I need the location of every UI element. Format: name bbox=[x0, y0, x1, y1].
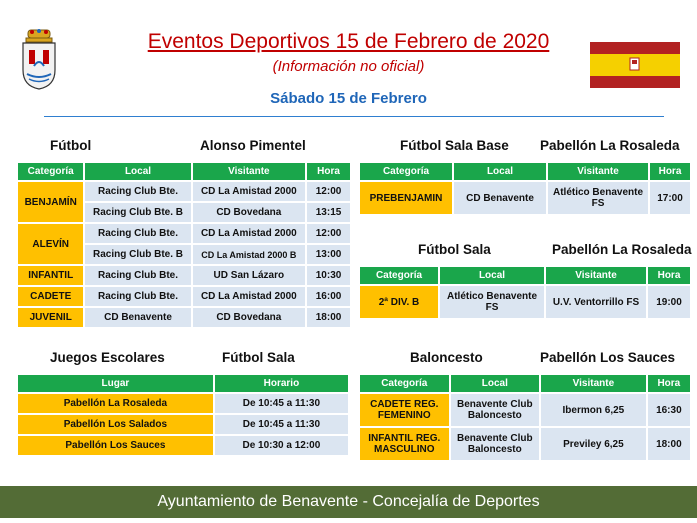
table-row bbox=[360, 394, 690, 426]
footer-banner: Ayuntamiento de Benavente - Concejalía de Deportes bbox=[0, 486, 697, 518]
category-cell: INFANTIL REG. MASCULINO bbox=[360, 428, 449, 460]
table-row bbox=[18, 308, 350, 327]
place-cell: Pabellón Los Salados bbox=[18, 415, 213, 434]
time-cell: 18:00 bbox=[307, 308, 350, 327]
category-cell: INFANTIL bbox=[18, 266, 83, 285]
time-cell: 19:00 bbox=[648, 286, 690, 318]
time-cell: 17:00 bbox=[650, 182, 690, 214]
table-row bbox=[18, 415, 348, 434]
baloncesto-sport-label: Baloncesto bbox=[410, 350, 483, 365]
futbol-venue-label: Alonso Pimentel bbox=[200, 138, 306, 153]
visitor-cell: CD La Amistad 2000 bbox=[193, 182, 305, 201]
time-cell: 16:00 bbox=[307, 287, 350, 306]
column-header: Visitante bbox=[193, 163, 305, 180]
column-header: Hora bbox=[307, 163, 350, 180]
column-header: Categoría bbox=[18, 163, 83, 180]
column-header: Hora bbox=[650, 163, 690, 180]
category-cell: ALEVÍN bbox=[18, 224, 83, 264]
time-cell: 10:30 bbox=[307, 266, 350, 285]
event-date: Sábado 15 de Febrero bbox=[270, 90, 427, 107]
sala-sport-label: Fútbol Sala bbox=[418, 242, 491, 257]
column-header: Visitante bbox=[541, 375, 646, 392]
column-header: Local bbox=[454, 163, 546, 180]
visitor-cell: Atlético Benavente FS bbox=[548, 182, 648, 214]
place-cell: Pabellón Los Sauces bbox=[18, 436, 213, 455]
column-header: Visitante bbox=[548, 163, 648, 180]
escolares-venue-label: Fútbol Sala bbox=[222, 350, 295, 365]
local-cell: Racing Club Bte. B bbox=[85, 203, 190, 222]
flag-icon bbox=[590, 42, 680, 88]
local-cell: Racing Club Bte. bbox=[85, 266, 190, 285]
column-header: Lugar bbox=[18, 375, 213, 392]
baloncesto-venue-label: Pabellón Los Sauces bbox=[540, 350, 676, 365]
local-cell: Atlético Benavente FS bbox=[440, 286, 544, 318]
local-cell: Benavente Club Baloncesto bbox=[451, 428, 540, 460]
time-cell: 12:00 bbox=[307, 224, 350, 243]
local-cell: Racing Club Bte. B bbox=[85, 245, 190, 264]
category-cell: CADETE REG. FEMENINO bbox=[360, 394, 449, 426]
visitor-cell: CD La Amistad 2000 bbox=[193, 287, 305, 306]
schedule-cell: De 10:45 a 11:30 bbox=[215, 394, 348, 413]
visitor-cell: CD La Amistad 2000 B bbox=[193, 245, 305, 264]
column-header: Local bbox=[451, 375, 540, 392]
category-cell: BENJAMÍN bbox=[18, 182, 83, 222]
table-row bbox=[18, 182, 350, 201]
divider bbox=[44, 116, 664, 117]
schedule-cell: De 10:30 a 12:00 bbox=[215, 436, 348, 455]
sala-base-venue-label: Pabellón La Rosaleda bbox=[540, 138, 680, 153]
schedule-cell: De 10:45 a 11:30 bbox=[215, 415, 348, 434]
column-header: Visitante bbox=[546, 267, 646, 284]
place-cell: Pabellón La Rosaleda bbox=[18, 394, 213, 413]
page-subtitle: (Información no oficial) bbox=[272, 58, 425, 75]
local-cell: CD Benavente bbox=[85, 308, 190, 327]
column-header: Local bbox=[440, 267, 544, 284]
visitor-cell: CD Bovedana bbox=[193, 203, 305, 222]
sala-table bbox=[358, 265, 692, 320]
category-cell: PREBENJAMIN bbox=[360, 182, 452, 214]
category-cell: CADETE bbox=[18, 287, 83, 306]
time-cell: 12:00 bbox=[307, 182, 350, 201]
category-cell: 2ª DIV. B bbox=[360, 286, 438, 318]
time-cell: 13:15 bbox=[307, 203, 350, 222]
column-header: Categoría bbox=[360, 163, 452, 180]
local-cell: Racing Club Bte. bbox=[85, 182, 190, 201]
table-row bbox=[18, 224, 350, 243]
column-header: Hora bbox=[648, 375, 690, 392]
local-cell: Racing Club Bte. bbox=[85, 287, 190, 306]
table-row bbox=[360, 182, 690, 214]
table-row bbox=[18, 394, 348, 413]
baloncesto-table bbox=[358, 373, 692, 462]
category-cell: JUVENIL bbox=[18, 308, 83, 327]
sala-base-table bbox=[358, 161, 692, 216]
futbol-table bbox=[16, 161, 352, 329]
column-header: Local bbox=[85, 163, 190, 180]
time-cell: 18:00 bbox=[648, 428, 690, 460]
local-cell: Benavente Club Baloncesto bbox=[451, 394, 540, 426]
local-cell: Racing Club Bte. bbox=[85, 224, 190, 243]
visitor-cell: UD San Lázaro bbox=[193, 266, 305, 285]
table-row bbox=[18, 287, 350, 306]
futbol-sport-label: Fútbol bbox=[50, 138, 92, 153]
local-cell: CD Benavente bbox=[454, 182, 546, 214]
time-cell: 16:30 bbox=[648, 394, 690, 426]
visitor-cell: CD Bovedana bbox=[193, 308, 305, 327]
time-cell: 13:00 bbox=[307, 245, 350, 264]
page-title: Eventos Deportivos 15 de Febrero de 2020 bbox=[147, 30, 550, 53]
escolares-table bbox=[16, 373, 350, 457]
visitor-cell: Ibermon 6,25 bbox=[541, 394, 646, 426]
visitor-cell: U.V. Ventorrillo FS bbox=[546, 286, 646, 318]
sala-base-sport-label: Fútbol Sala Base bbox=[400, 138, 509, 153]
sala-venue-label: Pabellón La Rosaleda bbox=[552, 242, 692, 257]
visitor-cell: Previley 6,25 bbox=[541, 428, 646, 460]
column-header: Hora bbox=[648, 267, 690, 284]
column-header: Categoría bbox=[360, 267, 438, 284]
visitor-cell: CD La Amistad 2000 bbox=[193, 224, 305, 243]
table-row bbox=[18, 436, 348, 455]
column-header: Horario bbox=[215, 375, 348, 392]
table-row bbox=[18, 266, 350, 285]
column-header: Categoría bbox=[360, 375, 449, 392]
escolares-sport-label: Juegos Escolares bbox=[50, 350, 165, 365]
table-row bbox=[360, 428, 690, 460]
table-row bbox=[360, 286, 690, 318]
